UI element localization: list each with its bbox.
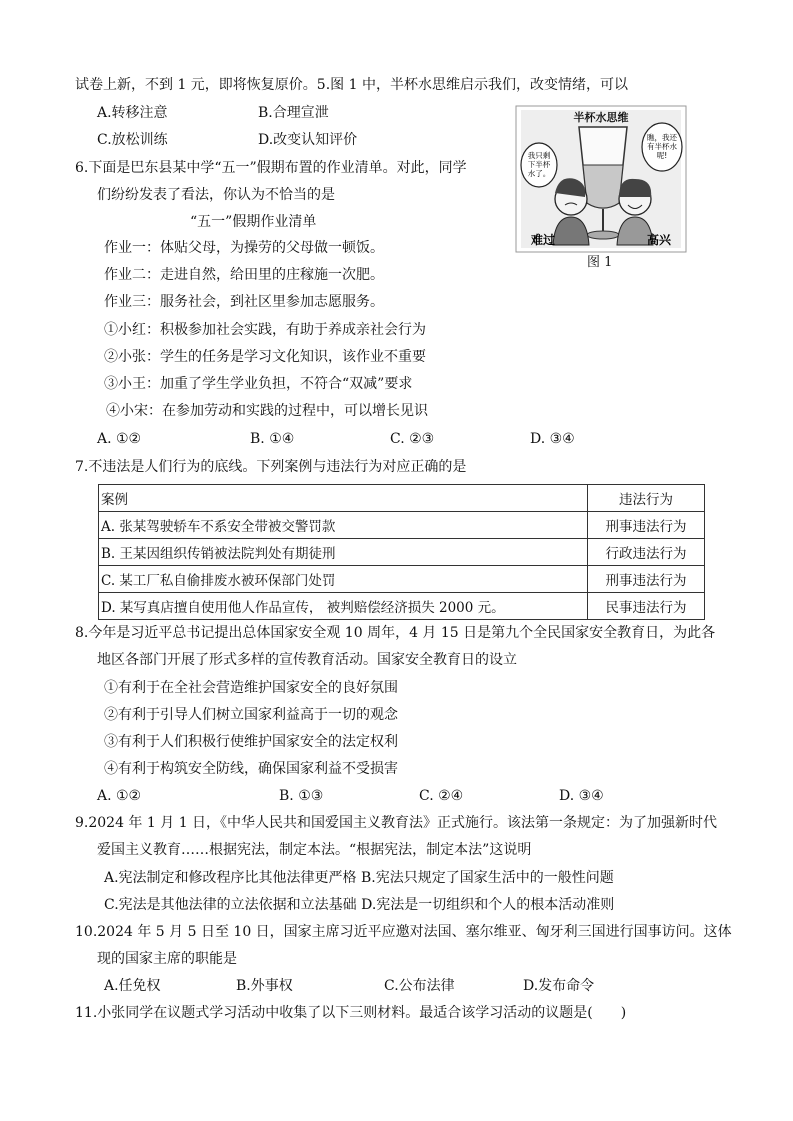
q5-option-a[interactable]: A.转移注意 [97, 105, 168, 121]
svg-text:呢!: 呢! [656, 151, 668, 160]
case-d: D. 某写真店擅自使用他人作品宣传， 被判赔偿经济损失 2000 元。 [99, 593, 588, 620]
table-row[interactable] [99, 539, 705, 566]
violation-b: 行政违法行为 [588, 539, 705, 566]
homework-list-title: “五一”假期作业清单 [190, 214, 317, 230]
table-header-row [99, 485, 705, 512]
figure-title: 半杯水思维 [573, 111, 629, 124]
q8-item-4: ④有利于构筑安全防线，确保国家利益不受损害 [104, 761, 398, 777]
q6-opinion-4: ④小宋：在参加劳动和实践的过程中，可以增长见识 [106, 403, 428, 419]
q6-opinion-3: ③小王：加重了学生学业负担，不符合“双减”要求 [104, 376, 413, 392]
header-violation: 违法行为 [588, 485, 705, 512]
table-row[interactable] [99, 512, 705, 539]
svg-text:水了。: 水了。 [527, 169, 551, 178]
q10-stem-line1: 10.2024 年 5 月 5 日至 10 日，国家主席习近平应邀对法国、塞尔维亚、匈牙利三国进行国事访问。这体 [75, 924, 732, 940]
q5-option-c[interactable]: C.放松训练 [97, 132, 168, 148]
svg-text:下半杯: 下半杯 [527, 160, 551, 169]
q8-option-a[interactable]: A. ①② [97, 788, 142, 804]
homework-task-2: 作业二：走进自然，给田里的庄稼施一次肥。 [104, 267, 384, 283]
header-case: 案例 [99, 485, 588, 512]
case-c: C. 某工厂私自偷排废水被环保部门处罚 [99, 566, 588, 593]
q10-option-b[interactable]: B.外事权 [236, 978, 293, 994]
half-cup-figure [515, 105, 687, 265]
figure-caption: 图 1 [587, 255, 613, 270]
q8-option-d[interactable]: D. ③④ [559, 788, 604, 804]
q6-opinion-2: ②小张：学生的任务是学习文化知识，该作业不重要 [104, 349, 426, 365]
homework-task-3: 作业三：服务社会，到社区里参加志愿服务。 [104, 294, 384, 310]
q9-stem-line2: 爱国主义教育……根据宪法，制定本法。“根据宪法，制定本法”这说明 [97, 842, 532, 858]
q8-option-c[interactable]: C. ②④ [419, 788, 464, 804]
q8-item-3: ③有利于人们积极行使维护国家安全的法定权利 [104, 734, 398, 750]
svg-text:有半杯水: 有半杯水 [647, 142, 677, 151]
figure-label-left: 难过 [531, 233, 556, 247]
q6-stem-line1: 6.下面是巴东县某中学“五一”假期布置的作业清单。对此，同学 [75, 160, 467, 176]
homework-task-1: 作业一：体贴父母，为操劳的父母做一顿饭。 [104, 240, 384, 256]
q9-options-ab[interactable]: A.宪法制定和修改程序比其他法律更严格 B.宪法只规定了国家生活中的一般性问题 [104, 870, 614, 886]
table-row[interactable] [99, 566, 705, 593]
q6-stem-line2: 们纷纷发表了看法，你认为不恰当的是 [97, 187, 335, 203]
q6-opinion-1: ①小红：积极参加社会实践，有助于养成亲社会行为 [104, 322, 426, 338]
q8-stem-line1: 8.今年是习近平总书记提出总体国家安全观 10 周年，4 月 15 日是第九个全民国家安全教育日，为此各 [75, 625, 716, 641]
q5-option-d[interactable]: D.改变认知评价 [258, 132, 358, 148]
case-b: B. 王某因组织传销被法院判处有期徒刑 [99, 539, 588, 566]
q6-option-b[interactable]: B. ①④ [250, 431, 295, 447]
violation-a: 刑事违法行为 [588, 512, 705, 539]
q7-stem: 7.不违法是人们行为的底线。下列案例与违法行为对应正确的是 [75, 459, 467, 475]
q6-option-a[interactable]: A. ①② [97, 431, 142, 447]
half-cup-illustration [515, 105, 687, 265]
q9-stem-line1: 9.2024 年 1 月 1 日，《中华人民共和国爱国主义教育法》正式施行。该法第一条规定：为了加强新时代 [75, 815, 718, 831]
q10-stem-line2: 现的国家主席的职能是 [97, 951, 237, 967]
q8-stem-line2: 地区各部门开展了形式多样的宣传教育活动。国家安全教育日的设立 [97, 652, 517, 668]
bubble-right-line1: 瞧，我还 [647, 133, 677, 142]
figure-label-right: 高兴 [647, 233, 672, 247]
intro-line: 试卷上新，不到 1 元，即将恢复原价。5.图 1 中，半杯水思维启示我们，改变情绪，可以 [75, 77, 628, 93]
q6-option-d[interactable]: D. ③④ [530, 431, 575, 447]
table-row[interactable] [99, 593, 705, 620]
violation-c: 刑事违法行为 [588, 566, 705, 593]
q8-option-b[interactable]: B. ①③ [279, 788, 324, 804]
q11-stem: 11.小张同学在议题式学习活动中收集了以下三则材料。最适合该学习活动的议题是( ) [75, 1005, 627, 1021]
violation-d: 民事违法行为 [588, 593, 705, 620]
case-a: A. 张某驾驶轿车不系安全带被交警罚款 [99, 512, 588, 539]
q9-options-cd[interactable]: C.宪法是其他法律的立法依据和立法基础 D.宪法是一切组织和个人的根本活动准则 [104, 897, 615, 913]
q10-option-c[interactable]: C.公布法律 [384, 978, 455, 994]
bubble-left-line1: 我只剩 [527, 151, 551, 160]
q7-case-table [98, 484, 705, 620]
q10-option-d[interactable]: D.发布命令 [523, 978, 595, 994]
q6-option-c[interactable]: C. ②③ [390, 431, 435, 447]
q10-option-a[interactable]: A.任免权 [104, 978, 161, 994]
q5-option-b[interactable]: B.合理宣泄 [258, 105, 329, 121]
q8-item-1: ①有利于在全社会营造维护国家安全的良好氛围 [104, 680, 398, 696]
q8-item-2: ②有利于引导人们树立国家利益高于一切的观念 [104, 707, 398, 723]
